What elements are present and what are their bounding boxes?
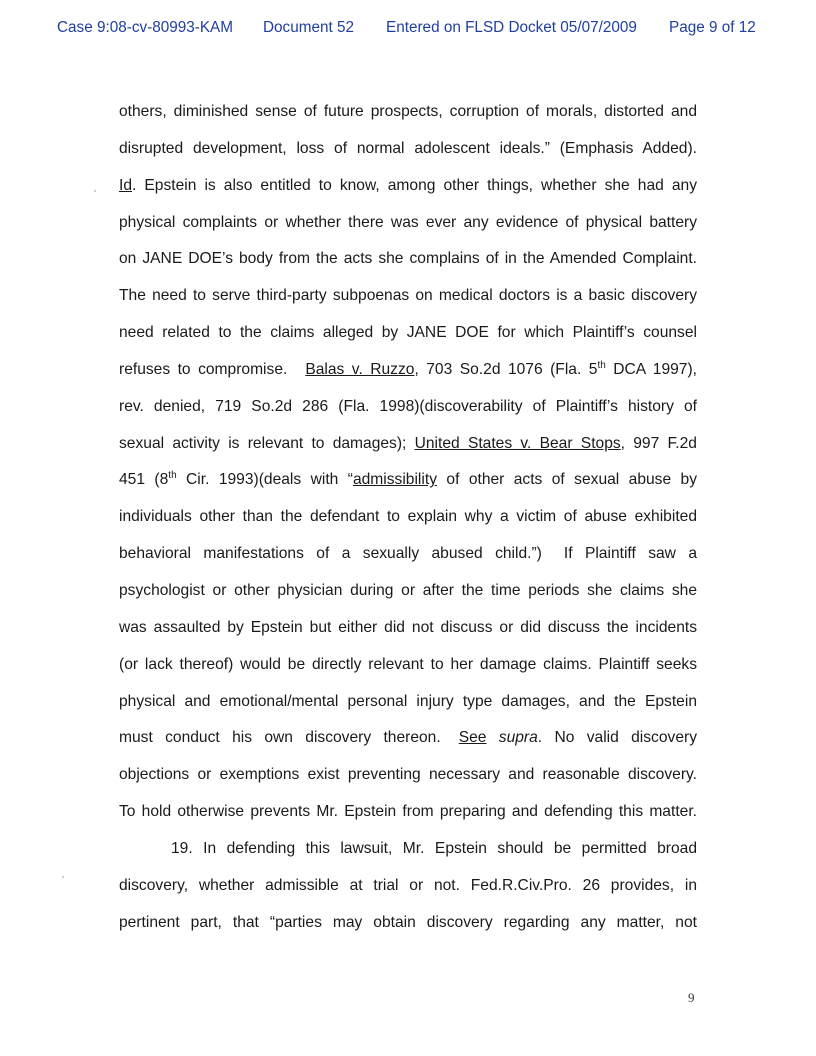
text-line: pertinent part, that “parties may obtain discovery regarding any matter, not: [119, 913, 697, 931]
text-line: rev. denied, 719 So.2d 286 (Fla. 1998)(discoverability of Plaintiff’s history of: [119, 397, 697, 415]
text-line: To hold otherwise prevents Mr. Epstein from preparing and defending this matter.: [119, 803, 697, 821]
text-segment: If Plaintiff saw a: [563, 545, 697, 563]
text-line: physical complaints or whether there was ever any evidence of physical battery: [119, 213, 697, 231]
margin-mark: [94, 190, 96, 192]
text-line: need related to the claims alleged by JANE DOE for which Plaintiff’s counsel: [119, 324, 697, 342]
text-line: individuals other than the defendant to explain why a victim of abuse exhibited: [119, 508, 697, 526]
text-line: [119, 536, 697, 573]
text-line: others, diminished sense of future prospects, corruption of morals, distorted and: [119, 103, 697, 120]
text-segment: DCA 1997),: [605, 360, 697, 378]
text-line: [119, 426, 697, 463]
page-of-pages: Page 9 of 12: [669, 19, 756, 36]
margin-mark: [62, 876, 64, 878]
case-citation: Balas v. Ruzzo: [305, 360, 415, 378]
text-segment: behavioral manifestations of a sexually abused child.”): [119, 545, 542, 563]
text-segment: must conduct his own discovery thereon.: [119, 729, 441, 747]
text-line: disrupted development, loss of normal adolescent ideals.” (Emphasis Added).: [119, 139, 697, 157]
superscript: th: [168, 470, 177, 482]
see-signal: See: [458, 729, 487, 747]
text-segment: sexual activity is relevant to damages);: [119, 434, 407, 452]
text-line: [119, 352, 697, 389]
paragraph-19-start: 19. In defending this lawsuit, Mr. Epstein should be permitted broad: [171, 839, 697, 857]
supra-signal: supra: [498, 729, 538, 747]
text-line: on JANE DOE’s body from the acts she complains of in the Amended Complaint.: [119, 250, 697, 268]
docket-header: [0, 19, 816, 39]
underlined-term: admissibility: [352, 471, 437, 489]
case-number: Case 9:08-cv-80993-KAM: [57, 19, 233, 36]
text-line: was assaulted by Epstein but either did not discuss or did discuss the incidents: [119, 618, 697, 636]
text-line: The need to serve third-party subpoenas on medical doctors is a basic discovery: [119, 287, 697, 305]
text-segment: 451 (8: [119, 471, 169, 489]
text-line: [119, 462, 697, 499]
document-body: [119, 94, 697, 941]
text-segment: Cir. 1993)(deals with “: [176, 471, 353, 489]
text-segment: . Epstein is also entitled to know, among other things, whether she had any: [132, 176, 697, 194]
text-segment: , 997 F.2d: [620, 434, 697, 452]
text-segment: . No valid discovery: [537, 729, 697, 747]
case-citation: United States v. Bear Stops: [414, 434, 621, 452]
page-number: 9: [688, 990, 695, 1005]
text-line: [119, 168, 697, 205]
document-number: Document 52: [263, 19, 354, 36]
text-line: (or lack thereof) would be directly relevant to her damage claims. Plaintiff seeks: [119, 655, 697, 673]
text-line: [119, 720, 697, 757]
superscript: th: [597, 359, 606, 371]
docket-entry-date: Entered on FLSD Docket 05/07/2009: [386, 19, 637, 36]
id-citation: Id: [119, 176, 133, 194]
text-line: psychologist or other physician during or after the time periods she claims she: [119, 581, 697, 599]
text-line: discovery, whether admissible at trial or not. Fed.R.Civ.Pro. 26 provides, in: [119, 876, 697, 894]
text-line: objections or exemptions exist preventing necessary and reasonable discovery.: [119, 766, 697, 784]
text-line: physical and emotional/mental personal injury type damages, and the Epstein: [119, 692, 697, 710]
text-segment: of other acts of sexual abuse by: [437, 471, 698, 489]
text-segment: refuses to compromise.: [119, 360, 288, 378]
text-segment: , 703 So.2d 1076 (Fla. 5: [414, 360, 598, 378]
